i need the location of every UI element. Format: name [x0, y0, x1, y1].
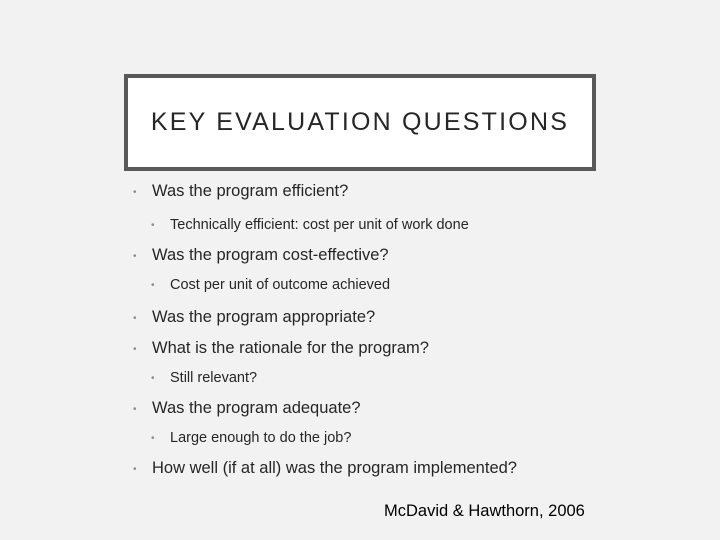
sub-bullet-item [132, 277, 390, 294]
bullet-icon: • [133, 187, 137, 198]
sub-bullet-prefix: Technically efficient: [170, 217, 303, 233]
sub-bullet-text: Cost per unit of outcome achieved [170, 277, 391, 293]
bullet-icon: • [133, 464, 137, 475]
bullet-text: How well (if at all) was the program implemented? [152, 459, 517, 477]
bullet-text: Was the program appropriate? [152, 308, 376, 326]
slide-title: KEY EVALUATION QUESTIONS [150, 108, 570, 136]
bullet-icon: • [133, 251, 137, 262]
bullet-icon: • [133, 344, 137, 355]
bullet-icon: • [151, 433, 155, 444]
sub-bullet-text: Large enough to do the job? [170, 430, 352, 446]
bullet-text: Was the program cost-effective? [152, 246, 389, 264]
bullet-item [132, 459, 517, 478]
bullet-item [132, 246, 389, 265]
bullet-text: Was the program adequate? [152, 399, 361, 417]
sub-bullet-item [132, 217, 469, 234]
bullet-icon: • [133, 404, 137, 415]
title-box [124, 74, 596, 171]
sub-bullet-text: Still relevant? [170, 370, 258, 386]
sub-bullet-text: cost per unit of work done [302, 217, 469, 233]
bullet-text: Was the program efficient? [152, 182, 349, 200]
bullet-item [132, 308, 375, 327]
bullet-icon: • [151, 220, 155, 231]
sub-bullet-item [132, 430, 351, 447]
bullet-item [132, 182, 348, 201]
bullet-item [132, 339, 429, 358]
bullet-icon: • [151, 280, 155, 291]
bullet-item [132, 399, 361, 418]
bullet-icon: • [151, 373, 155, 384]
citation: McDavid & Hawthorn, 2006 [384, 502, 585, 520]
sub-bullet-item [132, 370, 257, 387]
bullet-icon: • [133, 313, 137, 324]
bullet-text: What is the rationale for the program? [152, 339, 429, 357]
